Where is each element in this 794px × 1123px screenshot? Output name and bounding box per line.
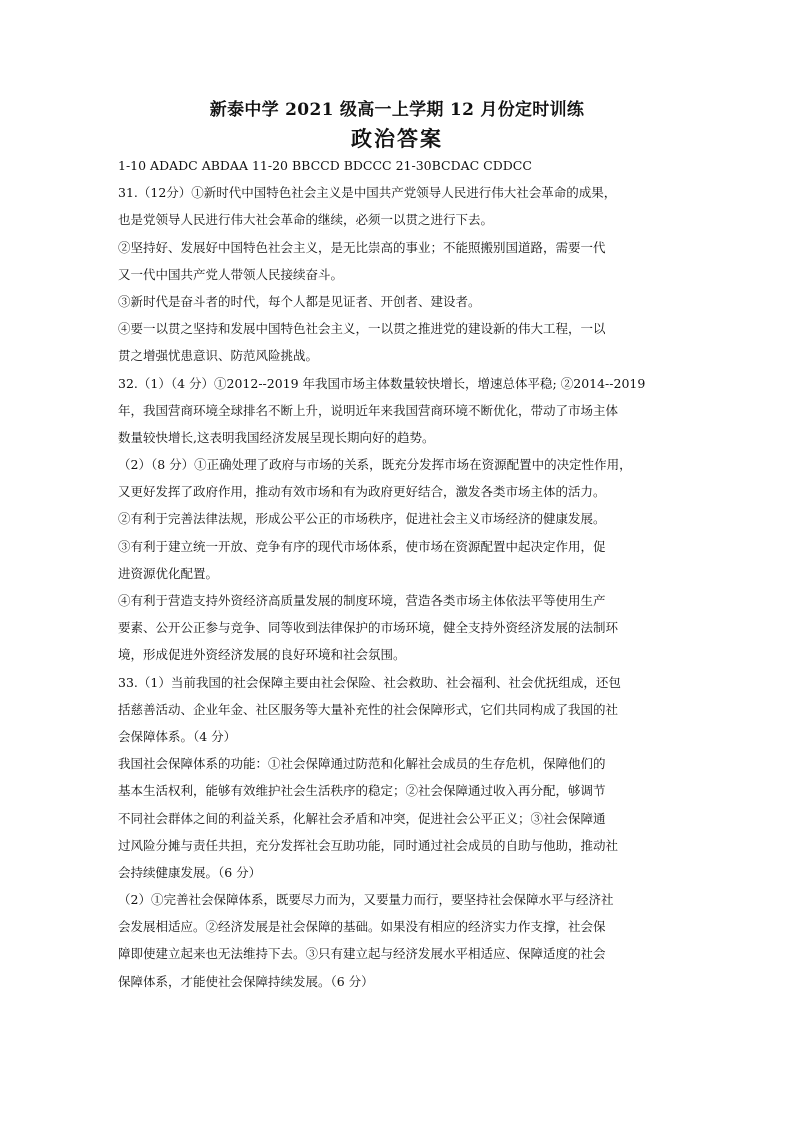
answer-line: 括慈善活动、企业年金、社区服务等大量补充性的社会保障形式，它们共同构成了我国的社 <box>118 701 619 717</box>
answer-line: 基本生活权利，能够有效维护社会生活秩序的稳定；②社会保障通过收入再分配，够调节 <box>118 783 606 799</box>
answer-line: 33.（1）当前我国的社会保障主要由社会保险、社会救助、社会福利、社会优抚组成，还包 <box>118 674 621 690</box>
answer-body <box>118 152 680 995</box>
answer-line: ④要一以贯之坚持和发展中国特色社会主义，一以贯之推进党的建设新的伟大工程，一以 <box>118 321 606 337</box>
answer-line: 不同社会群体之间的利益关系，化解社会矛盾和冲突，促进社会公平正义；③社会保障通 <box>118 810 606 826</box>
answer-line: ②坚持好、发展好中国特色社会主义，是无比崇高的事业；不能照搬别国道路，需要一代 <box>118 239 606 255</box>
answer-line: 会保障体系。（4 分） <box>118 728 237 744</box>
answer-line: ④有利于营造支持外资经济高质量发展的制度环境，营造各类市场主体依法平等使用生产 <box>118 593 606 608</box>
answer-line: 也是党领导人民进行伟大社会革命的继续，必须一以贯之进行下去。 <box>118 212 494 228</box>
document-title: 新泰中学 2021 级高一上学期 12 月份定时训练 <box>209 100 585 120</box>
answer-line: 我国社会保障体系的功能：①社会保障通过防范和化解社会成员的生存危机，保障他们的 <box>118 756 606 772</box>
answer-line: ③新时代是奋斗者的时代，每个人都是见证者、开创者、建设者。 <box>118 293 481 309</box>
answer-line: 又更好发挥了政府作用，推动有效市场和有为政府更好结合，激发各类市场主体的活力。 <box>118 484 606 500</box>
answer-line: 年，我国营商环境全球排名不断上升，说明近年来我国营商环境不断优化，带动了市场主体 <box>118 402 619 418</box>
answer-line: 过风险分摊与责任共担，充分发挥社会互助功能，同时通过社会成员的自助与他助，推动社 <box>118 837 619 853</box>
answer-line: ③有利于建立统一开放、竞争有序的现代市场体系，使市场在资源配置中起决定作用，促 <box>118 538 606 554</box>
answer-line: 障即使建立起来也无法维持下去。③只有建立起与经济发展水平相适应、保障适度的社会 <box>118 946 606 962</box>
answer-line: 32.（1）（4 分）①2012--2019 年我国市场主体数量较快增长，增速总体平稳; ②2014--2019 <box>118 375 646 391</box>
answer-line: 又一代中国共产党人带领人民接续奋斗。 <box>118 266 344 282</box>
answer-line: 会持续健康发展。（6 分） <box>118 864 262 880</box>
document-subtitle: 政治答案 <box>351 126 443 151</box>
answer-line: 进资源优化配置。 <box>118 565 219 581</box>
answer-line: 保障体系，才能使社会保障持续发展。（6 分） <box>118 973 374 989</box>
answer-line: 要素、公开公正参与竞争、同等收到法律保护的市场环境，健全支持外资经济发展的法制环 <box>118 620 619 636</box>
answer-line: 贯之增强忧患意识、防范风险挑战。 <box>118 348 319 364</box>
answer-line: 会发展相适应。②经济发展是社会保障的基础。如果没有相应的经济实力作支撑，社会保 <box>118 919 606 935</box>
answer-line: （2）（8 分）①正确处理了政府与市场的关系，既充分发挥市场在资源配置中的决定性作用， <box>118 457 632 473</box>
answer-line: 境，形成促进外资经济发展的良好环境和社会氛围。 <box>118 647 406 663</box>
answer-line: 31.（12分）①新时代中国特色社会主义是中国共产党领导人民进行伟大社会革命的成果， <box>118 185 617 201</box>
answer-line: 数量较快增长,这表明我国经济发展呈现长期向好的趋势。 <box>118 429 435 445</box>
answer-line: ②有利于完善法律法规，形成公平公正的市场秩序，促进社会主义市场经济的健康发展。 <box>118 511 606 527</box>
answer-line: （2）①完善社会保障体系，既要尽力而为，又要量力而行，要坚持社会保障水平与经济社 <box>118 892 614 908</box>
answer-line: 1-10 ADADC ABDAA 11-20 BBCCD BDCCC 21-30BCDAC CDDCC <box>118 158 532 173</box>
